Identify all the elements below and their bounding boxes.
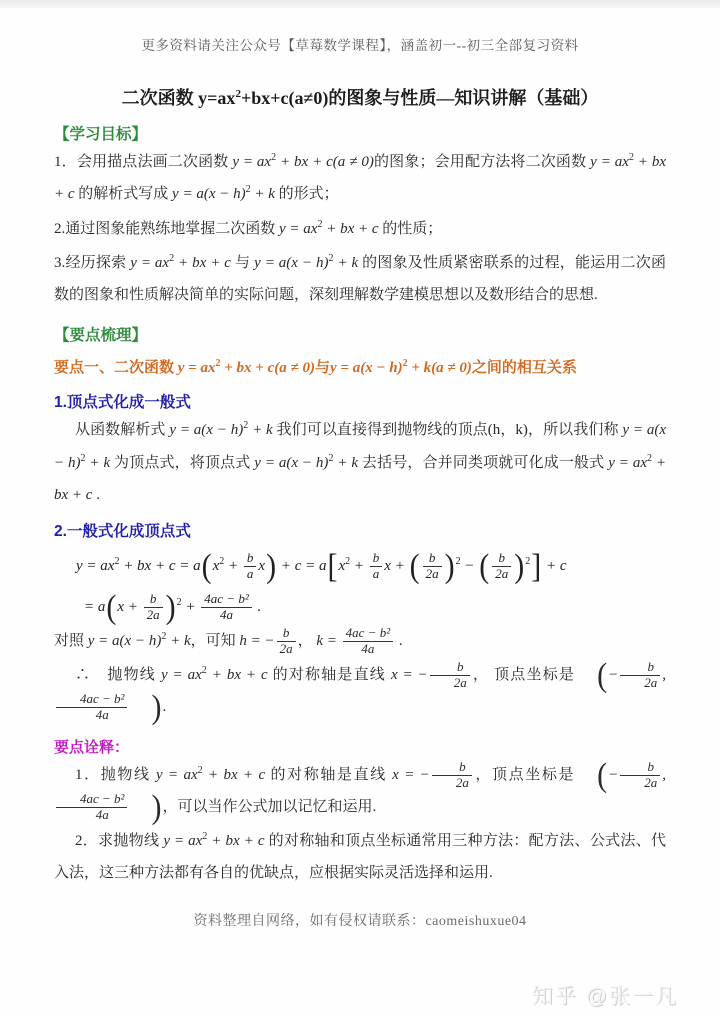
completing-square-formula-line1: $y = ax^2$ + bx + $c = a(x^2$ + $\frac{b}{a}$ $x) + c = a[x^2$ + $\frac{b}{a}$ x + ( $\frac{b}{2a}$ )$^2$ − ( $\frac{b}{2a}$ )$^2$] + c — [76, 547, 567, 585]
document-title: 二次函数 $y=ax^2+bx+c(a\ne 0)$的图象与性质—知识讲解（基础） — [121, 88, 599, 108]
conclusion-line: ∴ 抛物线 $y = ax^2$ + bx + c 的对称轴是直线 x = − $\frac{b}{2a}$ ， 顶点坐标是 (− $\frac{b}{2a}$ , $\frac{\text{4ac − b²}}{4a}$ ). — [54, 659, 666, 724]
zhihu-watermark: 知乎 @张一凡 — [531, 985, 678, 1008]
completing-square-formula-line2: = a(x + $\frac{b}{2a}$ )$^2$ + $\frac{\text{4ac − b²}}{4a}$ . — [84, 588, 262, 626]
scan-edge — [0, 0, 720, 8]
compare-line: 对照 $y = a(x - h)^2 + k$，可知 h = − $\frac{b}{2a}$ ， k = $\frac{\text{4ac − b²}}{4a}$ . — [54, 624, 403, 656]
document-page — [0, 34, 720, 930]
vertex-to-general-paragraph: 从函数解析式 $y = a(x - h)^2 + k$ 我们可以直接得到抛物线的顶点(h，k)，所以我们称 $y = a(x - h)^2 + k$ 为顶点式，将顶点式 $y = a(x - h)^2 + k$ 去括号，合并同类项就可化成一般式 $y = ax^2$ + bx + c . — [54, 420, 667, 503]
key-points-heading: 【要点梳理】 — [54, 327, 148, 345]
point-one-heading: 要点一、二次函数 $y = ax^2$ + bx + c(a ≠ 0)与$y = a(x - h)^2 + k(a \ne 0)$之间的相互关系 — [54, 358, 577, 377]
vertex-to-general-heading: 1.顶点式化成一般式 — [54, 394, 191, 412]
learning-goals-heading: 【学习目标】 — [54, 126, 148, 143]
notes-heading: 要点诠释： — [54, 738, 130, 756]
note-item-2: 2．求抛物线 $y = ax^2$ + bx + c 的对称轴和顶点坐标通常用三种方法：配方法、公式法、代入法，这三种方法都有各自的优缺点，应根据实际灵活选择和运用. — [54, 831, 666, 882]
goal-item-1: 1．会用描点法画二次函数 $y = ax^2$ + bx + c(a ≠ 0)的图象；会用配方法将二次函数 $y = ax^2$ + bx + c 的解析式写成 $y = a(x - h)^2 + k$ 的形式； — [54, 152, 667, 203]
goal-item-3: 3.经历探索 $y = ax^2$ + bx + c 与 $y = a(x - h)^2 + k$ 的图象及性质紧密联系的过程，能运用二次函数的图象和性质解决简单的实际问题，深刻理解数学建模思想以及数形结合的思想. — [54, 252, 667, 303]
general-to-vertex-heading: 2.一般式化成顶点式 — [54, 523, 191, 540]
page-header-note: 更多资料请关注公众号【草莓数学课程】，涵盖初一--初三全部复习资料 — [141, 38, 579, 53]
footer-note: 资料整理自网络，如有侵权请联系：caomeishuxue04 — [193, 913, 527, 929]
goal-item-2: 2.通过图象能熟练地掌握二次函数 $y = ax^2$ + bx + c 的性质； — [54, 218, 443, 237]
note-item-1: 1．抛物线 $y = ax^2$ + bx + c 的对称轴是直线 x = − $\frac{b}{2a}$ ，顶点坐标是 (− $\frac{b}{2a}$ , $\frac{\text{4ac − b²}}{4a}$ )，可以当作公式加以记忆和运用. — [54, 759, 666, 824]
